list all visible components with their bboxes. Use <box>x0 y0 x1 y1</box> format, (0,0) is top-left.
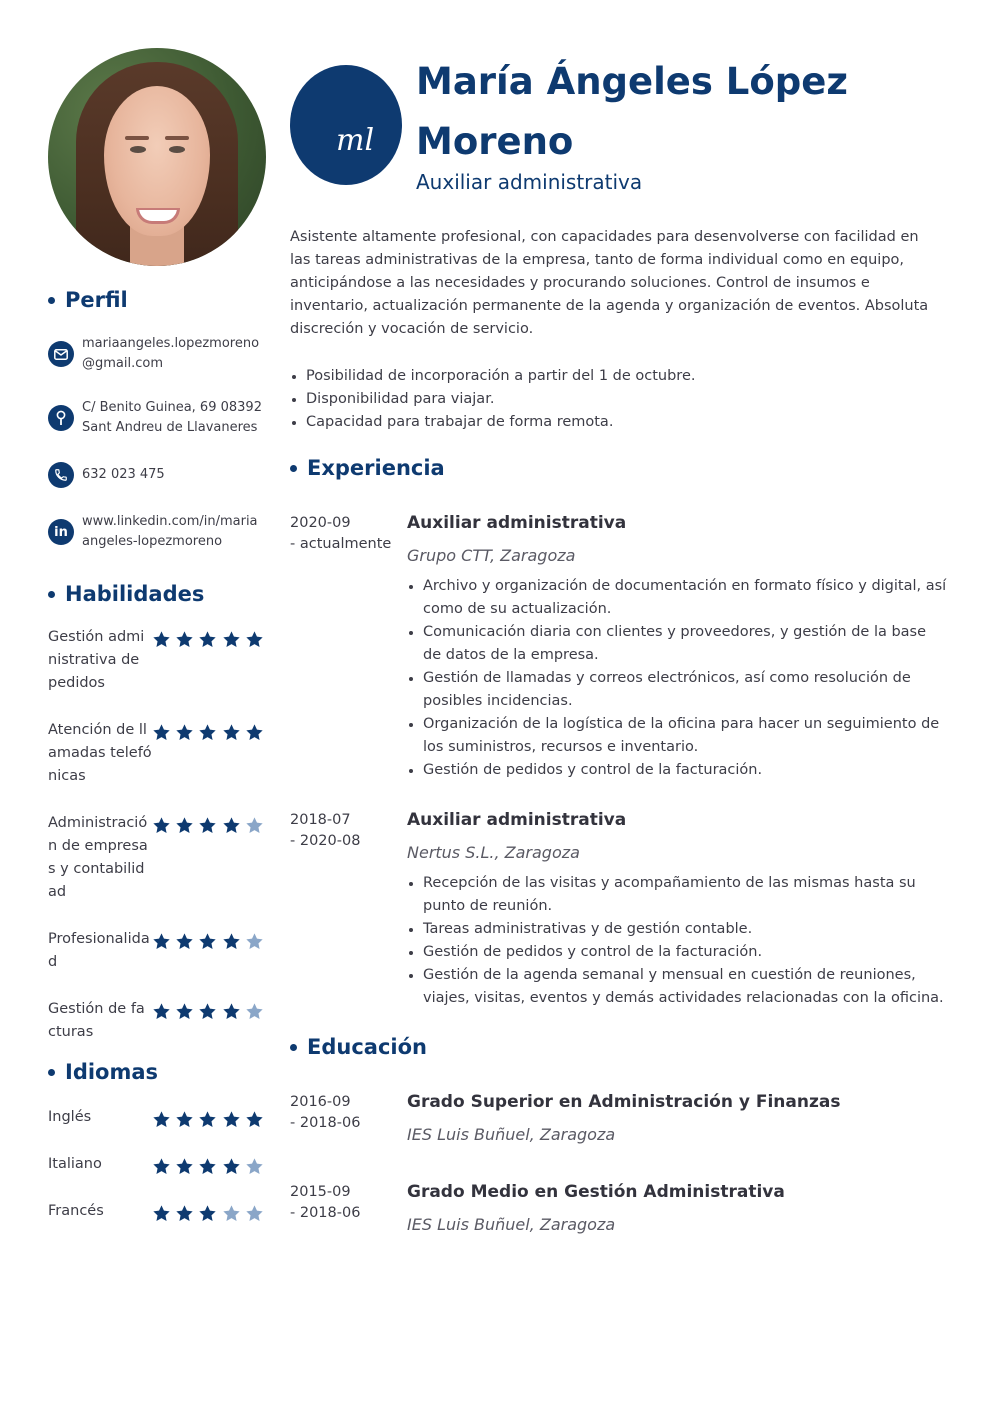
star-rating <box>152 816 268 835</box>
star-filled-icon <box>152 1110 171 1129</box>
star-filled-icon <box>198 723 217 742</box>
education-title-text: Educación <box>307 1035 427 1059</box>
star-filled-icon <box>175 932 194 951</box>
entry-body <box>407 1091 947 1146</box>
star-empty-icon <box>245 1002 264 1021</box>
entry-dates <box>290 1091 407 1146</box>
date-start: 2018-07 <box>290 812 351 828</box>
entry-body <box>407 809 947 1010</box>
star-filled-icon <box>175 630 194 649</box>
skill-row-label: Profesionalidad <box>48 931 150 970</box>
date-end: - 2018-06 <box>290 1115 361 1131</box>
phone-text[interactable]: 632 023 475 <box>82 467 165 482</box>
language-row-label: Inglés <box>48 1109 92 1125</box>
address-text: C/ Benito Guinea, 69 08392 Sant Andreu de Llavaneres <box>82 400 262 435</box>
entry-bullet-item: Gestión de pedidos y control de la facturación. <box>407 759 947 782</box>
entry-role: Grado Medio en Gestión Administrativa <box>407 1182 785 1202</box>
star-filled-icon <box>222 723 241 742</box>
profile-title-text: Perfil <box>65 288 128 312</box>
entry-bullets <box>407 872 947 1010</box>
languages-section-title <box>48 1060 268 1084</box>
entry-bullet-item: Archivo y organización de documentación en formato físico y digital, así como de su actualización. <box>407 575 947 621</box>
languages-title-text: Idiomas <box>65 1060 159 1084</box>
language-row <box>48 1106 268 1129</box>
star-rating <box>152 630 268 649</box>
summary-bullets <box>290 365 940 434</box>
star-filled-icon <box>152 816 171 835</box>
monogram-badge <box>290 65 402 185</box>
skill-row <box>48 719 268 788</box>
contact-email[interactable] <box>48 334 268 374</box>
star-filled-icon <box>198 932 217 951</box>
star-filled-icon <box>222 1110 241 1129</box>
star-filled-icon <box>152 630 171 649</box>
star-filled-icon <box>152 723 171 742</box>
entry-bullet-item: Gestión de llamadas y correos electrónicos, así como resolución de posibles incidencias. <box>407 667 947 713</box>
entry-org: Grupo CTT, Zaragoza <box>407 546 576 565</box>
skills-section-title <box>48 582 268 606</box>
email-icon <box>48 341 74 367</box>
star-filled-icon <box>175 1204 194 1223</box>
star-filled-icon <box>222 816 241 835</box>
star-filled-icon <box>152 932 171 951</box>
star-filled-icon <box>152 1157 171 1176</box>
profile-photo <box>48 48 266 266</box>
star-filled-icon <box>198 1110 217 1129</box>
bullet-dot <box>48 297 55 304</box>
entry-role: Grado Superior en Administración y Finanzas <box>407 1092 841 1112</box>
star-filled-icon <box>245 1110 264 1129</box>
bullet-dot <box>48 1069 55 1076</box>
star-empty-icon <box>222 1204 241 1223</box>
star-rating <box>152 1157 268 1176</box>
star-empty-icon <box>245 816 264 835</box>
linkedin-link[interactable]: www.linkedin.com/in/mariaangeles-lopezmoreno <box>82 514 258 549</box>
email-text[interactable]: mariaangeles.lopezmoreno@gmail.com <box>82 336 260 371</box>
star-rating <box>152 1110 268 1129</box>
star-empty-icon <box>245 1157 264 1176</box>
star-filled-icon <box>222 932 241 951</box>
entry-bullets <box>407 575 947 782</box>
entry-body <box>407 1181 947 1236</box>
entry-dates <box>290 512 407 782</box>
star-filled-icon <box>198 816 217 835</box>
entry-bullet-item: Recepción de las visitas y acompañamiento de las mismas hasta su punto de reunión. <box>407 872 947 918</box>
star-filled-icon <box>222 1002 241 1021</box>
contact-phone[interactable] <box>48 462 268 488</box>
entry-bullet-item: Organización de la logística de la oficina para hacer un seguimiento de los suministros, recursos e inventario. <box>407 713 947 759</box>
date-end: - 2020-08 <box>290 833 361 849</box>
skill-row-label: Gestión de facturas <box>48 1001 145 1040</box>
star-rating <box>152 723 268 742</box>
entry-bullet-item: Tareas administrativas y de gestión contable. <box>407 918 947 941</box>
star-filled-icon <box>222 630 241 649</box>
star-filled-icon <box>152 1204 171 1223</box>
entry-dates <box>290 1181 407 1236</box>
bullet-dot <box>290 1044 297 1051</box>
bullet-dot <box>48 591 55 598</box>
candidate-name: María Ángeles López Moreno <box>416 60 848 163</box>
skill-row-label: Administración de empresas y contabilidad <box>48 815 148 900</box>
star-rating <box>152 1002 268 1021</box>
contact-address <box>48 398 268 438</box>
experience-entry <box>290 809 950 1010</box>
linkedin-icon: in <box>48 519 74 545</box>
skills-title-text: Habilidades <box>65 582 205 606</box>
star-empty-icon <box>245 932 264 951</box>
entry-org: IES Luis Buñuel, Zaragoza <box>407 1215 616 1234</box>
entry-bullet-item: Gestión de pedidos y control de la facturación. <box>407 941 947 964</box>
skill-row-label: Atención de llamadas telefónicas <box>48 722 152 784</box>
summary-bullet-item: Capacidad para trabajar de forma remota. <box>290 411 940 434</box>
skills-list <box>48 626 268 1044</box>
star-filled-icon <box>222 1157 241 1176</box>
star-filled-icon <box>175 1002 194 1021</box>
star-filled-icon <box>245 630 264 649</box>
star-filled-icon <box>152 1002 171 1021</box>
star-rating <box>152 932 268 951</box>
monogram-text: ml <box>336 123 375 158</box>
summary-bullet-item: Disponibilidad para viajar. <box>290 388 940 411</box>
contact-linkedin[interactable] <box>48 512 268 552</box>
language-row-label: Italiano <box>48 1156 102 1172</box>
star-filled-icon <box>175 1157 194 1176</box>
entry-role: Auxiliar administrativa <box>407 810 627 830</box>
language-row <box>48 1153 268 1176</box>
summary-text: Asistente altamente profesional, con capacidades para desenvolverse con facilidad en las tareas administrativas de la empresa, tanto de forma individual como en equipo, anticipándose a las necesidades y procurando soluciones. Control de insumos e inventario, actualización permanente de la agenda y organización de eventos. Absoluta discreción y vocación de servicio. <box>290 229 929 337</box>
experience-entry <box>290 512 950 782</box>
star-rating <box>152 1204 268 1223</box>
location-pin-icon <box>48 405 74 431</box>
date-start: 2016-09 <box>290 1094 351 1110</box>
skill-row <box>48 626 268 695</box>
entry-role: Auxiliar administrativa <box>407 513 627 533</box>
contact-list <box>48 334 268 552</box>
skill-row-label: Gestión administrativa de pedidos <box>48 629 145 691</box>
skill-row <box>48 998 268 1044</box>
star-filled-icon <box>175 1110 194 1129</box>
education-section-title <box>290 1035 427 1059</box>
entry-body <box>407 512 947 782</box>
date-end: - 2018-06 <box>290 1205 361 1221</box>
education-entry <box>290 1181 950 1236</box>
bullet-dot <box>290 465 297 472</box>
language-row <box>48 1200 268 1223</box>
star-empty-icon <box>245 1204 264 1223</box>
date-end: - actualmente <box>290 536 392 552</box>
phone-icon <box>48 462 74 488</box>
entry-org: IES Luis Buñuel, Zaragoza <box>407 1125 616 1144</box>
job-title: Auxiliar administrativa <box>416 170 643 194</box>
star-filled-icon <box>245 723 264 742</box>
experience-section-title <box>290 456 445 480</box>
entry-bullet-item: Comunicación diaria con clientes y proveedores, y gestión de la base de datos de la empresa. <box>407 621 947 667</box>
skill-row <box>48 812 268 904</box>
star-filled-icon <box>175 723 194 742</box>
experience-title-text: Experiencia <box>307 456 445 480</box>
star-filled-icon <box>198 630 217 649</box>
entry-dates <box>290 809 407 1010</box>
star-filled-icon <box>175 816 194 835</box>
date-start: 2015-09 <box>290 1184 351 1200</box>
summary-section <box>290 226 940 434</box>
profile-section-title <box>48 288 268 312</box>
star-filled-icon <box>198 1157 217 1176</box>
date-start: 2020-09 <box>290 515 351 531</box>
education-entry <box>290 1091 950 1146</box>
summary-bullet-item: Posibilidad de incorporación a partir del 1 de octubre. <box>290 365 940 388</box>
languages-list <box>48 1106 268 1223</box>
entry-bullet-item: Gestión de la agenda semanal y mensual en cuestión de reuniones, viajes, visitas, eventos y demás actividades relacionadas con la oficina. <box>407 964 947 1010</box>
star-filled-icon <box>198 1204 217 1223</box>
entry-org: Nertus S.L., Zaragoza <box>407 843 580 862</box>
language-row-label: Francés <box>48 1203 104 1219</box>
skill-row <box>48 928 268 974</box>
star-filled-icon <box>198 1002 217 1021</box>
sidebar <box>48 48 268 1247</box>
